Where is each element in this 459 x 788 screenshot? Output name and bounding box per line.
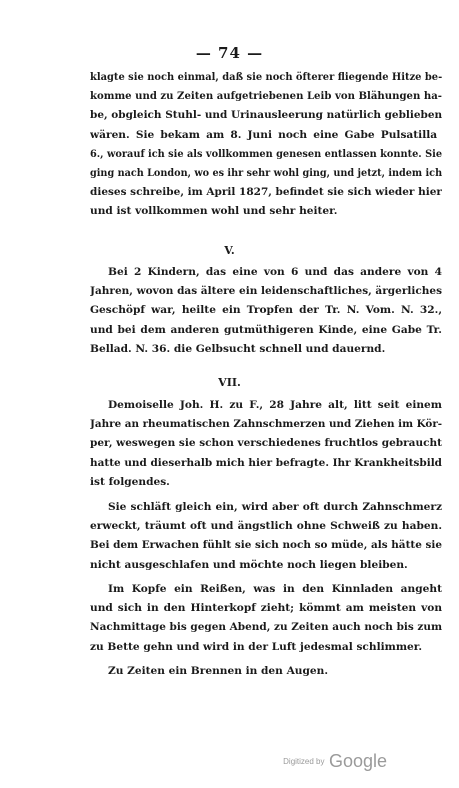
paragraph-case-vii-intro	[90, 396, 442, 492]
text-line: ging nach London, wo es ihr sehr wohl ging, und jetzt, indem ich	[90, 166, 442, 179]
text-line: Bei 2 Kindern, das eine von 6 und das andere von 4	[108, 266, 442, 278]
text-line: komme und zu Zeiten aufgetriebenen Leib von Blähungen ha-	[90, 90, 442, 103]
text-line: Nachmittage bis gegen Abend, zu Zeiten auch noch bis zum	[90, 621, 442, 634]
text-line: dieses schreibe, im April 1827, befindet sie sich wieder hier	[90, 186, 442, 199]
text-line: und ist vollkommen wohl und sehr heiter.	[90, 205, 338, 218]
section-heading-v: V.	[224, 244, 235, 257]
text-line: be, obgleich Stuhl- und Urinausleerung natürlich geblieben	[90, 109, 442, 122]
page-number: — 74 —	[195, 44, 264, 62]
text-line: Jahre an rheumatischen Zahnschmerzen und Ziehen im Kör-	[90, 418, 442, 431]
text-line: Sie schläft gleich ein, wird aber oft durch Zahnschmerz	[108, 501, 442, 513]
text-line: Bellad. N. 36. die Gelbsucht schnell und dauernd.	[90, 342, 386, 355]
text-line: wären. Sie bekam am 8. Juni noch eine Gabe Pulsatilla	[90, 128, 438, 141]
paragraph-case-v	[90, 263, 442, 359]
text-line: per, weswegen sie schon verschiedenes fruchtlos gebraucht	[90, 437, 442, 450]
text-line: zu Bette gehn und wird in der Luft jedesmal schlimmer.	[90, 640, 423, 653]
paragraph-case-continuation	[90, 68, 442, 222]
text-line: Im Kopfe ein Reißen, was in den Kinnladen angeht	[108, 583, 442, 595]
paragraph-head-symptoms	[90, 580, 442, 657]
digitization-watermark	[283, 751, 387, 772]
text-line: nicht ausgeschlafen und möchte noch liegen bleiben.	[90, 558, 408, 571]
text-line: Demoiselle Joh. H. zu F., 28 Jahre alt, litt seit einem	[108, 399, 442, 411]
text-line: Zu Zeiten ein Brennen in den Augen.	[108, 665, 329, 677]
text-line: hatte und dieserhalb mich hier befragte. Ihr Krankheitsbild	[90, 456, 442, 469]
google-logo: Google	[328, 751, 387, 771]
paragraph-sleep-symptoms	[90, 498, 442, 575]
watermark-prefix: Digitized by	[283, 757, 325, 766]
section-heading-vii: VII.	[218, 376, 241, 389]
text-line: erweckt, träumt oft und ängstlich ohne Schweiß zu haben.	[90, 520, 442, 533]
text-line: klagte sie noch einmal, daß sie noch öfterer fliegende Hitze be-	[90, 71, 442, 83]
paragraph-eye-symptoms	[90, 662, 442, 681]
text-line: Bei dem Erwachen fühlt sie sich noch so müde, als hätte sie	[90, 539, 442, 552]
text-line: und sich in den Hinterkopf zieht; kömmt am meisten von	[90, 602, 442, 615]
text-line: ist folgendes.	[90, 475, 170, 488]
text-line: 6., worauf ich sie als vollkommen genesen entlassen konnte. Sie	[90, 147, 442, 160]
text-line: Geschöpf war, heilte ein Tropfen der Tr. N. Vom. N. 32.,	[90, 304, 442, 317]
text-line: Jahren, wovon das ältere ein leidenschaftliches, ärgerliches	[90, 285, 442, 298]
text-line: und bei dem anderen gutmüthigeren Kinde, eine Gabe Tr.	[90, 323, 442, 336]
